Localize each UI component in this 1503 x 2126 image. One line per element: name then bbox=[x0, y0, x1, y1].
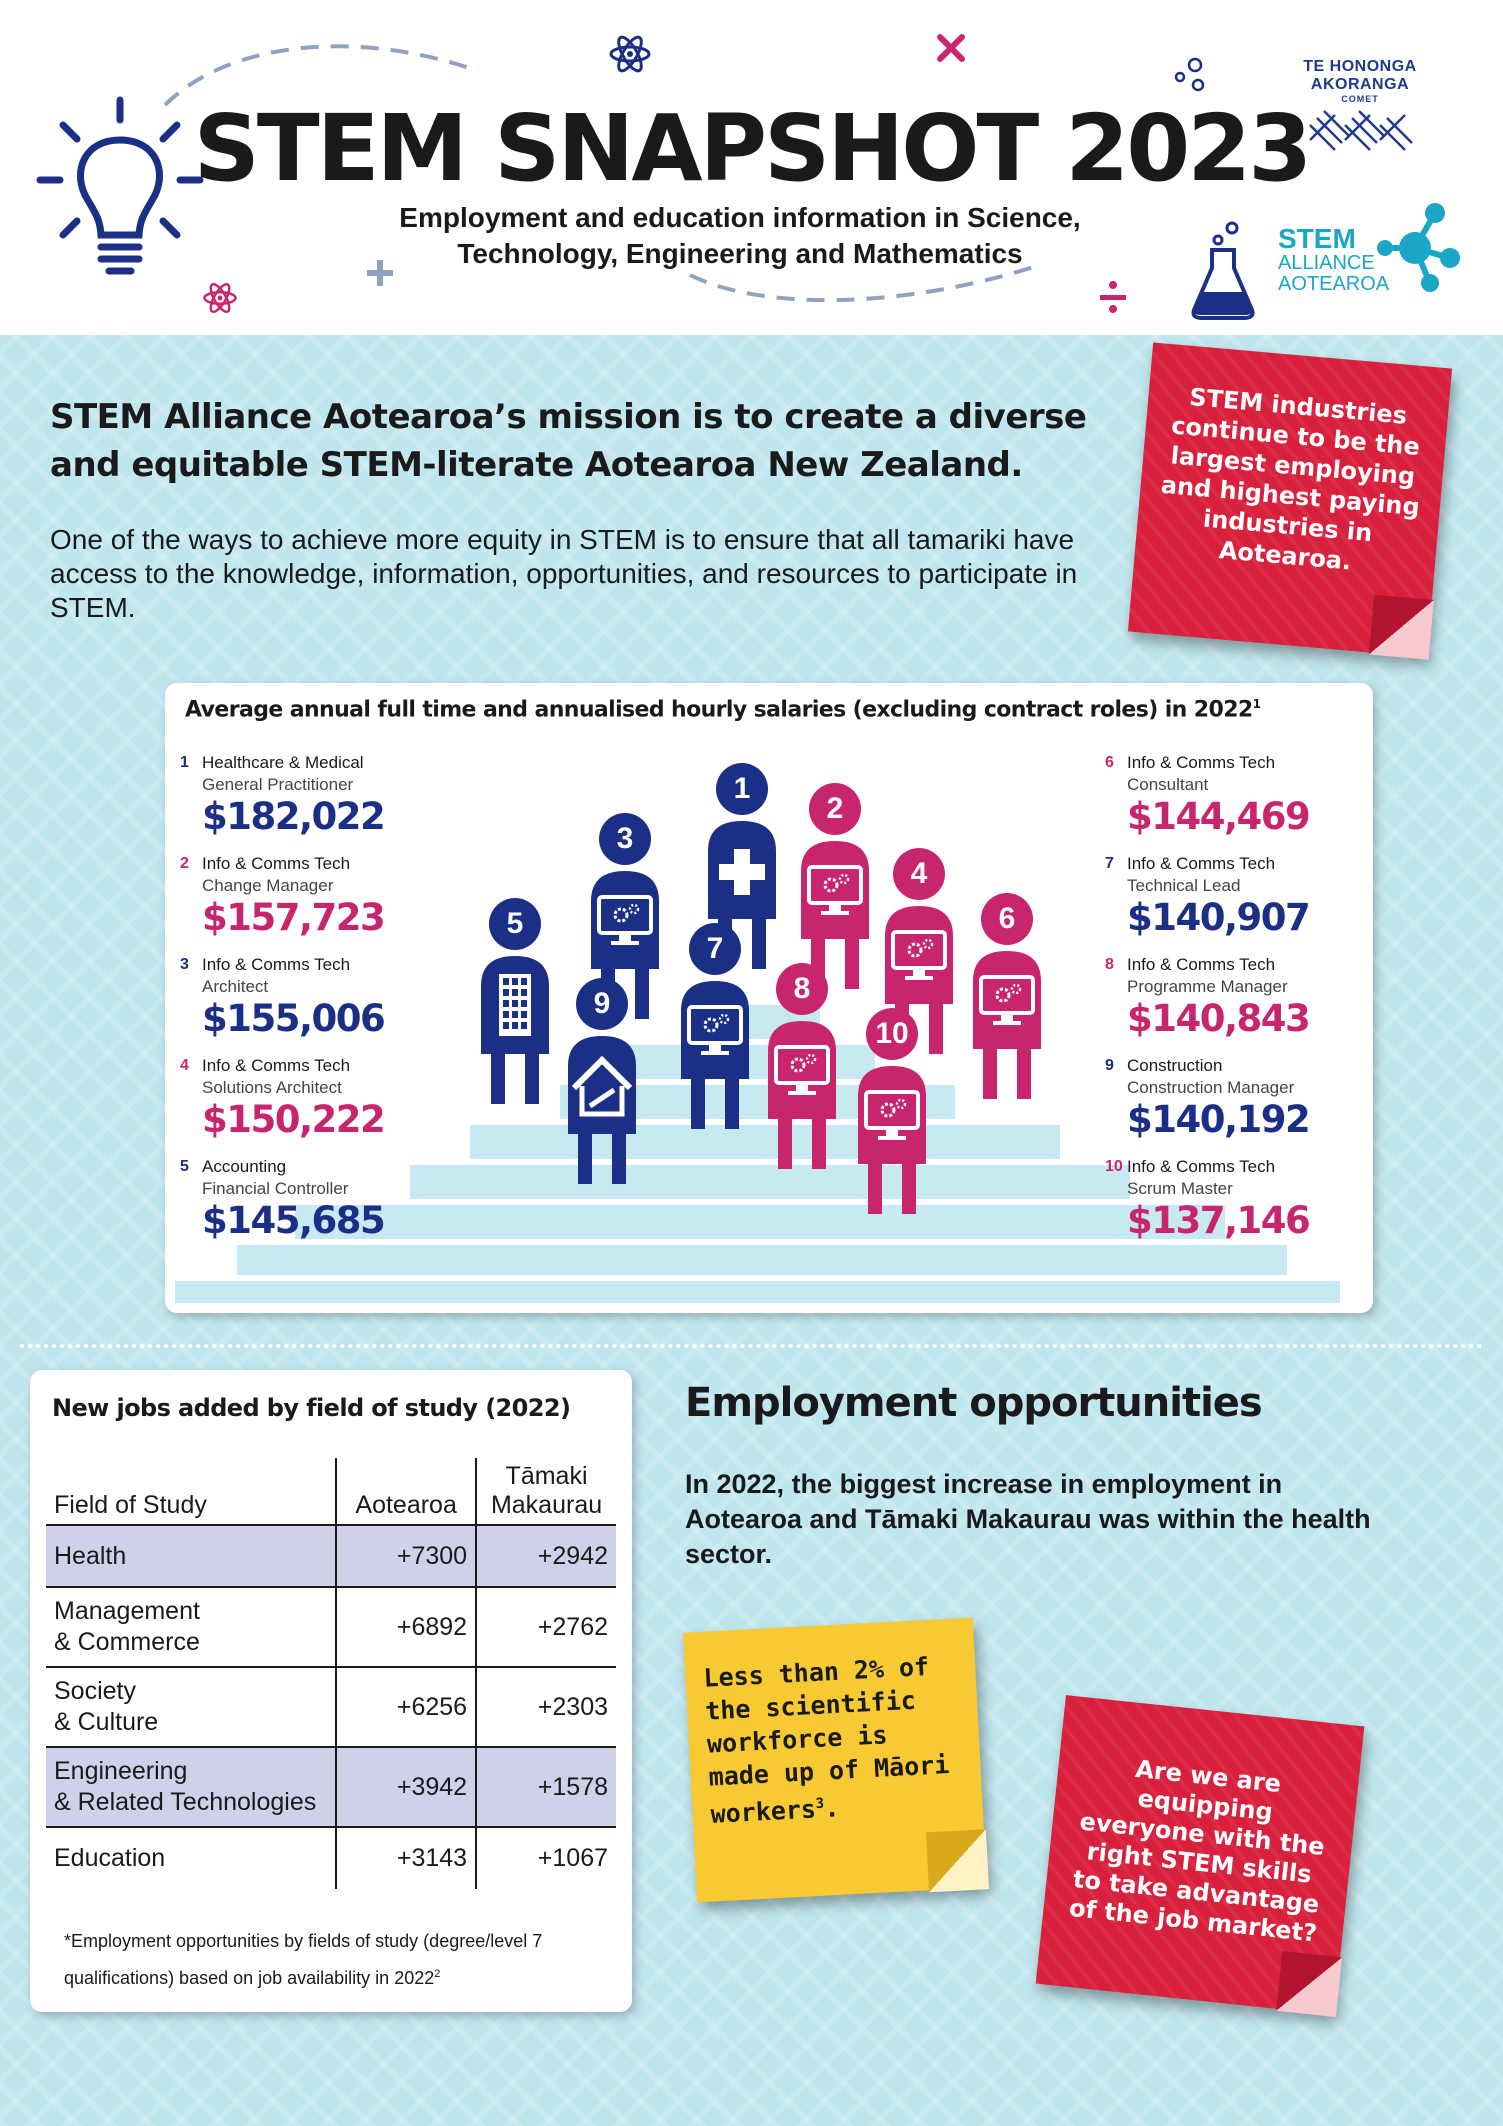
table-header-row bbox=[46, 1458, 616, 1525]
rank-badge: 8 bbox=[776, 963, 828, 1015]
cell-field-line-1: Management bbox=[54, 1597, 200, 1625]
comet-logo-line-2: AKORANGA bbox=[1310, 76, 1410, 93]
cell-field-line-1: Education bbox=[54, 1844, 166, 1872]
flask-icon bbox=[1188, 220, 1258, 320]
sa-logo-line-1: STEM bbox=[1278, 223, 1356, 254]
cell-field bbox=[46, 1587, 336, 1667]
jobs-table-title: New jobs added by field of study (2022) bbox=[52, 1394, 571, 1422]
salary-value: $137,146 bbox=[1127, 1199, 1310, 1242]
salary-value: $182,022 bbox=[202, 795, 385, 838]
table-footnote bbox=[64, 1925, 624, 1995]
salary-role: Scrum Master bbox=[1127, 1179, 1233, 1198]
salary-rank: 3 bbox=[180, 956, 189, 973]
footnote-line-2-text: qualifications) based on job availability in 2022 bbox=[64, 1968, 435, 1988]
table-row bbox=[46, 1587, 616, 1667]
salary-industry: Accounting bbox=[202, 1157, 287, 1176]
salary-rank: 9 bbox=[1105, 1057, 1114, 1074]
person-figure-2 bbox=[793, 783, 877, 993]
page-curl bbox=[1276, 1951, 1342, 2017]
salary-value: $140,192 bbox=[1127, 1098, 1310, 1141]
mission-heading bbox=[50, 393, 1150, 489]
page-title: STEM SNAPSHOT 2023 bbox=[193, 95, 1310, 202]
column-header-tamaki bbox=[476, 1458, 616, 1525]
subtitle-line-2: Technology, Engineering and Mathematics bbox=[457, 238, 1023, 269]
salary-value: $140,907 bbox=[1127, 896, 1310, 939]
page-subtitle bbox=[340, 200, 1140, 272]
comet-logo-line-3: COMET bbox=[1341, 94, 1379, 104]
monitor-icon bbox=[673, 981, 757, 1131]
cell-aotearoa: +3143 bbox=[336, 1827, 476, 1889]
salary-role: Architect bbox=[202, 977, 269, 996]
maori-note-text: Less than 2% of the scientific workforce is made up of Māori workers bbox=[702, 1651, 950, 1829]
monitor-icon bbox=[850, 1066, 934, 1216]
mission-heading-line-1: STEM Alliance Aotearoa’s mission is to create a diverse bbox=[50, 397, 1087, 437]
salary-value: $155,006 bbox=[202, 997, 385, 1040]
rank-badge: 3 bbox=[599, 813, 651, 865]
atom-icon bbox=[608, 32, 652, 76]
cell-aotearoa: +7300 bbox=[336, 1525, 476, 1587]
comet-logo bbox=[1300, 58, 1420, 165]
column-header-tamaki-line-2: Makaurau bbox=[490, 1491, 603, 1519]
salary-industry: Info & Comms Tech bbox=[1127, 854, 1276, 873]
question-note-text: Are we are equipping everyone with the right STEM skills to take advantage of the job market? bbox=[1067, 1754, 1327, 1948]
stair-step bbox=[295, 1205, 1225, 1239]
salary-rank: 7 bbox=[1105, 855, 1114, 872]
divide-icon bbox=[1098, 280, 1128, 314]
salary-value: $145,685 bbox=[202, 1199, 385, 1242]
cell-tamaki: +2942 bbox=[476, 1525, 616, 1587]
employment-heading: Employment opportunities bbox=[685, 1380, 1262, 1426]
rank-badge: 4 bbox=[893, 848, 945, 900]
person-figure-9 bbox=[560, 978, 644, 1188]
rank-badge: 9 bbox=[576, 978, 628, 1030]
salary-value: $144,469 bbox=[1127, 795, 1310, 838]
monitor-icon bbox=[760, 1021, 844, 1171]
person-figure-6 bbox=[965, 893, 1049, 1103]
cell-tamaki: +1578 bbox=[476, 1747, 616, 1827]
header bbox=[0, 0, 1503, 335]
stair-step bbox=[237, 1245, 1287, 1275]
salary-rank: 8 bbox=[1105, 956, 1114, 973]
sa-logo-line-2: ALLIANCE bbox=[1278, 252, 1375, 274]
rank-badge: 1 bbox=[716, 763, 768, 815]
salary-role: Financial Controller bbox=[202, 1179, 349, 1198]
page-curl bbox=[1369, 595, 1434, 660]
salary-title-sup: 1 bbox=[1252, 697, 1261, 711]
cell-field bbox=[46, 1667, 336, 1747]
salary-role: Change Manager bbox=[202, 876, 334, 895]
cell-field bbox=[46, 1525, 336, 1587]
salary-rank: 1 bbox=[180, 754, 189, 771]
salary-industry: Info & Comms Tech bbox=[202, 1056, 351, 1075]
salary-industry: Construction bbox=[1127, 1056, 1223, 1075]
cell-tamaki: +2303 bbox=[476, 1667, 616, 1747]
sa-logo-line-3: AOTEAROA bbox=[1278, 273, 1390, 295]
salary-industry: Info & Comms Tech bbox=[1127, 753, 1276, 772]
salary-title-text: Average annual full time and annualised hourly salaries (excluding contract roles) in 2022 bbox=[185, 697, 1253, 723]
salary-value: $157,723 bbox=[202, 896, 385, 939]
footnote-line-1: *Employment opportunities by fields of study (degree/level 7 bbox=[64, 1931, 543, 1951]
salary-role: General Practitioner bbox=[202, 775, 354, 794]
salary-value: $150,222 bbox=[202, 1098, 385, 1141]
table-row bbox=[46, 1747, 616, 1827]
table-row bbox=[46, 1525, 616, 1587]
maori-note-end: . bbox=[823, 1793, 841, 1823]
salary-industry: Info & Comms Tech bbox=[1127, 1157, 1276, 1176]
salary-rank: 5 bbox=[180, 1158, 189, 1175]
monitor-icon bbox=[965, 951, 1049, 1101]
salary-rank: 10 bbox=[1105, 1158, 1123, 1175]
salary-panel bbox=[165, 683, 1373, 1313]
cell-field bbox=[46, 1747, 336, 1827]
cell-aotearoa: +3942 bbox=[336, 1747, 476, 1827]
industries-sticky-note bbox=[1128, 342, 1452, 657]
comet-weave-icon bbox=[1305, 110, 1415, 160]
salary-role: Construction Manager bbox=[1127, 1078, 1295, 1097]
maori-workforce-sticky-note bbox=[683, 1618, 987, 1903]
cell-field bbox=[46, 1827, 336, 1889]
industries-note-text: STEM industries continue to be the largest employing and highest paying industries in Aotearoa. bbox=[1159, 382, 1421, 576]
cell-aotearoa: +6256 bbox=[336, 1667, 476, 1747]
cell-field-line-1: Health bbox=[54, 1541, 127, 1570]
cell-tamaki: +1067 bbox=[476, 1827, 616, 1889]
column-header-field: Field of Study bbox=[54, 1491, 207, 1519]
question-sticky-note bbox=[1036, 1695, 1365, 2015]
table-row bbox=[46, 1667, 616, 1747]
building-icon bbox=[473, 956, 557, 1106]
salary-industry: Info & Comms Tech bbox=[1127, 955, 1276, 974]
employment-body: In 2022, the biggest increase in employment in Aotearoa and Tāmaki Makaurau was within the health sector. bbox=[685, 1469, 1371, 1569]
jobs-table-panel bbox=[30, 1370, 632, 2012]
comet-logo-line-1: TE HONONGA bbox=[1303, 58, 1417, 75]
salary-rank: 4 bbox=[180, 1057, 189, 1074]
bubbles-icon bbox=[1170, 55, 1210, 95]
footnote-sup: 2 bbox=[434, 1968, 441, 1980]
salary-role: Technical Lead bbox=[1127, 876, 1241, 895]
rank-badge: 6 bbox=[981, 893, 1033, 945]
salary-industry: Healthcare & Medical bbox=[202, 753, 364, 772]
salary-role: Solutions Architect bbox=[202, 1078, 342, 1097]
cell-field-line-2: & Culture bbox=[54, 1708, 159, 1736]
column-header-aotearoa: Aotearoa bbox=[336, 1458, 476, 1525]
table-row bbox=[46, 1827, 616, 1889]
person-figure-10 bbox=[850, 1008, 934, 1218]
subtitle-line-1: Employment and education information in Science, bbox=[399, 202, 1081, 233]
cell-field-line-2: & Related Technologies bbox=[54, 1788, 317, 1816]
section-divider bbox=[20, 1344, 1483, 1348]
salary-rank: 6 bbox=[1105, 754, 1114, 771]
person-figure-5 bbox=[473, 898, 557, 1108]
mission-body: One of the ways to achieve more equity in STEM is to ensure that all tamariki have access to the knowledge, information, opportunities, and resources to participate in STEM. bbox=[50, 524, 1078, 623]
person-figure-7 bbox=[673, 923, 757, 1133]
salary-industry: Info & Comms Tech bbox=[202, 955, 351, 974]
rank-badge: 7 bbox=[689, 923, 741, 975]
salary-industry: Info & Comms Tech bbox=[202, 854, 351, 873]
cell-field-line-2: & Commerce bbox=[54, 1628, 200, 1656]
maori-note-sup: 3 bbox=[815, 1795, 825, 1813]
jobs-table bbox=[46, 1458, 616, 1889]
cell-field-line-1: Engineering bbox=[54, 1757, 188, 1785]
times-icon bbox=[935, 32, 967, 64]
footnote-line-2 bbox=[64, 1958, 624, 1995]
rank-badge: 5 bbox=[489, 898, 541, 950]
salary-role: Programme Manager bbox=[1127, 977, 1288, 996]
house-icon bbox=[560, 1036, 644, 1186]
rank-badge: 2 bbox=[809, 783, 861, 835]
molecule-icon bbox=[1360, 198, 1470, 298]
rank-badge: 10 bbox=[866, 1008, 918, 1060]
mission-heading-line-2: and equitable STEM-literate Aotearoa New Zealand. bbox=[50, 445, 1023, 485]
atom-pink-icon bbox=[202, 280, 238, 316]
person-figure-8 bbox=[760, 963, 844, 1173]
salary-rank: 2 bbox=[180, 855, 189, 872]
salary-title bbox=[185, 697, 1345, 722]
salary-role: Consultant bbox=[1127, 775, 1209, 794]
cell-tamaki: +2762 bbox=[476, 1587, 616, 1667]
cell-aotearoa: +6892 bbox=[336, 1587, 476, 1667]
salary-value: $140,843 bbox=[1127, 997, 1310, 1040]
page-curl bbox=[926, 1829, 989, 1892]
cell-field-line-1: Society bbox=[54, 1677, 136, 1705]
column-header-tamaki-line-1: Tāmaki bbox=[505, 1462, 588, 1490]
stair-step bbox=[175, 1281, 1340, 1303]
